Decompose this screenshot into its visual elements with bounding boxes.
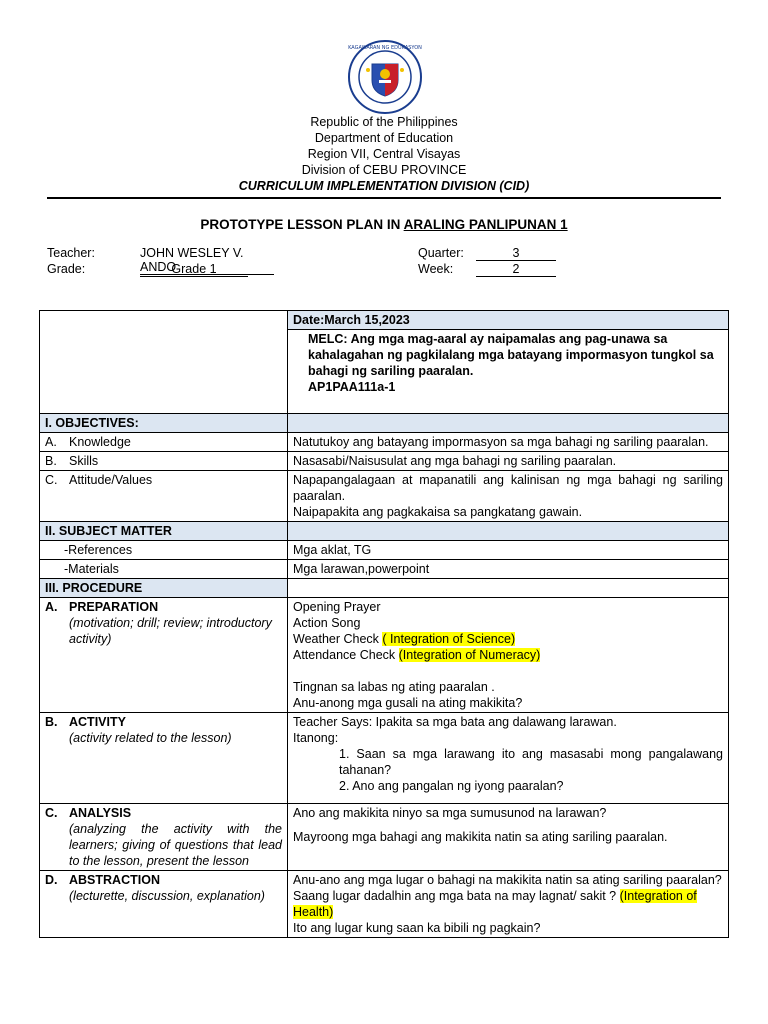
lesson-plan-table [39,310,729,938]
week-label: Week: [418,262,454,276]
abstraction-desc: (lecturette, discussion, explanation) [69,889,265,903]
activity-question-1: 1. Saan sa mga larawang ito ang masasabi mong pangalawang tahanan? [339,747,723,777]
header-line-5: CURRICULUM IMPLEMENTATION DIVISION (CID) [238,179,530,193]
preparation-desc: (motivation; drill; review; introductory activity) [69,616,272,646]
analysis-content: Ano ang makikita ninyo sa mga sumusunod na larawan? Mayroong mga bahagi ang makikita natin sa ating sariling paaralan. [288,804,729,871]
health-integration-highlight: (Integration of Health) [293,889,697,919]
objectives-heading: I. OBJECTIVES: [40,414,288,433]
melc-cell [288,330,729,414]
header-line-2: Department of Education [314,131,454,145]
header-line-3: Region VII, Central Visayas [307,147,461,161]
header-line-4: Division of CEBU PROVINCE [301,163,467,177]
materials-text: Mga larawan,powerpoint [288,560,729,579]
subject-matter-heading: II. SUBJECT MATTER [40,522,288,541]
week-value: 2 [476,262,556,277]
science-integration-highlight: ( Integration of Science) [382,632,516,646]
preparation-label: PREPARATION [69,600,159,614]
activity-desc: (activity related to the lesson) [69,731,232,745]
teacher-label: Teacher: [47,246,95,260]
deped-seal-logo [348,40,422,114]
title-prefix: PROTOTYPE LESSON PLAN IN [200,217,404,232]
objective-attitude-text [288,471,729,522]
analysis-desc: (analyzing the activity with the learners; giving of questions that lead to the lesson, present the lesson [69,822,282,868]
page-title [0,217,768,232]
objective-knowledge-text: Natutukoy ang batayang impormasyon sa mga bahagi ng sariling paaralan. [288,433,729,452]
activity-content: Teacher Says: Ipakita sa mga bata ang dalawang larawan. Itanong: 1. Saan sa mga larawang ito ang masasabi mong pangalawang tahanan? 2. Ano ang pangalan ng iyong paaralan? [288,713,729,804]
references-text: Mga aklat, TG [288,541,729,560]
title-subject: ARALING PANLIPUNAN 1 [403,217,568,232]
melc-code: AP1PAA111a-1 [308,380,396,394]
quarter-label: Quarter: [418,246,464,260]
objective-knowledge-label: A. Knowledge [40,433,288,452]
header-divider [47,197,721,199]
quarter-value: 3 [476,246,556,261]
preparation-label-cell: A. PREPARATION (motivation; drill; review; introductory activity) [40,598,288,713]
header-line-1: Republic of the Philippines [310,115,458,129]
objective-skills-text: Nasasabi/Naisusulat ang mga bahagi ng sariling paaralan. [288,452,729,471]
objective-skills-label: B. Skills [40,452,288,471]
melc-text: MELC: Ang mga mag-aaral ay naipamalas ang pag-unawa sa kahalagahan ng pagkilalang mga batayang impormasyon tungkol sa bahagi ng sariling paaralan. [308,332,714,378]
letterhead [0,114,768,194]
analysis-label: ANALYSIS [69,806,132,820]
numeracy-integration-highlight: (Integration of Numeracy) [398,648,541,662]
activity-label-cell: B. ACTIVITY (activity related to the lesson) [40,713,288,804]
date-cell: Date:March 15,2023 [288,311,729,330]
activity-question-2: 2. Ano ang pangalan ng iyong paaralan? [339,779,564,793]
abstraction-label-cell: D. ABSTRACTION (lecturette, discussion, explanation) [40,871,288,938]
grade-label: Grade: [47,262,86,276]
materials-label: -Materials [40,560,288,579]
activity-label: ACTIVITY [69,715,126,729]
analysis-label-cell: C. ANALYSIS (analyzing the activity with the learners; giving of questions that lead to the lesson, present the lesson [40,804,288,871]
procedure-heading: III. PROCEDURE [40,579,288,598]
attitude-text-1: Napapangalagaan at mapanatili ang kalinisan ng mga bahagi ng sariling paaralan. [293,473,723,503]
attitude-text-2: Naipapakita ang pagkakaisa sa pangkatang gawain. [293,505,583,519]
seal-text: KAGAWARAN NG EDUKASYON [348,45,422,51]
preparation-content: Opening Prayer Action Song Weather Check ( Integration of Science) Attendance Check (Integration of Numeracy) Tingnan sa labas ng ating paaralan . Anu-anong mga gusali na ating makikita? [288,598,729,713]
objective-attitude-label: C. Attitude/Values [40,471,288,522]
teacher-value: JOHN WESLEY V. ANDO [140,246,274,275]
abstraction-label: ABSTRACTION [69,873,160,887]
abstraction-content: Anu-ano ang mga lugar o bahagi na makikita natin sa ating sariling paaralan? Saang lugar dadalhin ang mga bata na may lagnat/ sakit ? (Integration of Health) Ito ang lugar kung saan ka bibili ng pagkain? [288,871,729,938]
references-label: -References [40,541,288,560]
blank-header-cell [40,311,288,414]
grade-value: Grade 1 [140,262,248,277]
